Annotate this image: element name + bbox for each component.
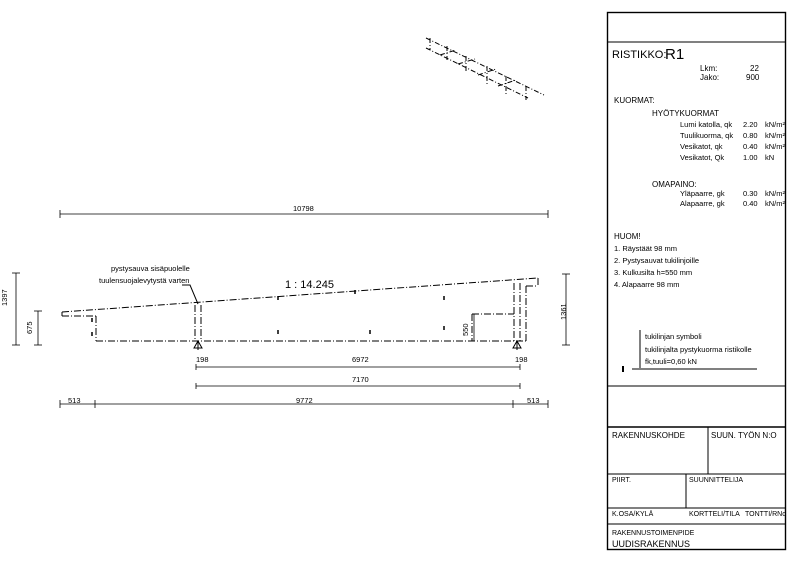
dim-support-left: 198 <box>196 355 209 364</box>
live-load-unit: kN/m² <box>765 142 785 151</box>
truss-name: R1 <box>665 46 685 63</box>
annotation-text: tuulensuojalevytystä varten <box>99 276 190 285</box>
loads-heading: KUORMAT: <box>614 96 655 105</box>
dim-support-right: 198 <box>515 355 528 364</box>
truss-name-label: RISTIKKO: <box>612 49 667 61</box>
note-item: 1. Räystäät 98 mm <box>614 244 677 253</box>
support-left <box>194 341 202 350</box>
dim-height-right: 1361 <box>559 303 568 320</box>
slope-label: 1 : 14.245 <box>285 279 334 291</box>
live-load-unit: kN/m² <box>765 131 785 140</box>
block-label: KORTTELI/TILA <box>689 511 740 518</box>
drawn-by-label: PIIRT. <box>612 477 631 484</box>
work-number-label: SUUN. TYÖN N:O <box>711 431 777 440</box>
live-load-label: Vesikatot, Qk <box>680 153 725 162</box>
measure-label: RAKENNUSTOIMENPIDE <box>612 530 695 537</box>
live-load-label: Tuulikuorma, qk <box>680 131 734 140</box>
dim-span-outer: 7170 <box>352 375 369 384</box>
dead-load-value: 0.30 <box>743 189 758 198</box>
dim-eave-left: 513 <box>68 396 81 405</box>
support-right <box>513 341 521 350</box>
dim-total-top: 10798 <box>293 204 314 213</box>
dim-span-inner: 6972 <box>352 355 369 364</box>
dead-load-unit: kN/m² <box>765 189 785 198</box>
dim-height-left-inner: 675 <box>25 321 34 334</box>
legend-line: fk,tuuli=0,60 kN <box>645 357 697 366</box>
truss-spacing: 900 <box>746 73 760 82</box>
legend-line: tukilinjalta pystykuorma ristikolle <box>645 345 752 354</box>
project-label: RAKENNUSKOHDE <box>612 431 685 440</box>
legend-line: tukilinjan symboli <box>645 332 702 341</box>
live-load-label: Vesikatot, qk <box>680 142 723 151</box>
live-load-unit: kN <box>765 153 775 162</box>
live-load-value: 0.80 <box>743 131 758 140</box>
dead-load-label: Alapaarre, gk <box>680 199 725 208</box>
dead-load-label: Yläpaarre, gk <box>680 189 725 198</box>
dim-height-left-outer: 1397 <box>0 289 9 306</box>
note-item: 4. Alapaarre 98 mm <box>614 280 680 289</box>
dead-load-value: 0.40 <box>743 199 758 208</box>
live-load-value: 0.40 <box>743 142 758 151</box>
live-loads-heading: HYÖTYKUORMAT <box>652 109 719 118</box>
live-load-value: 2.20 <box>743 120 758 129</box>
annotation-text: pystysauva sisäpuolelle <box>111 264 190 273</box>
roof-3d-sketch <box>426 38 544 100</box>
dim-walkway-height: 550 <box>461 323 470 336</box>
truss-count: 22 <box>750 64 759 73</box>
live-load-value: 1.00 <box>743 153 758 162</box>
dim-span-bottom: 9772 <box>296 396 313 405</box>
notes-heading: HUOM! <box>614 232 641 241</box>
note-item: 3. Kulkusilta h=550 mm <box>614 268 693 277</box>
plot-label: TONTTI/RNo <box>745 511 787 518</box>
annotation-leader <box>182 285 198 304</box>
live-load-unit: kN/m² <box>765 120 785 129</box>
note-item: 2. Pystysauvat tukilinjoille <box>614 256 700 265</box>
truss-count-label: Lkm: <box>700 64 718 73</box>
dead-loads-heading: OMAPAINO: <box>652 180 697 189</box>
measure-value: UUDISRAKENNUS <box>612 539 691 549</box>
live-load-label: Lumi katolla, qk <box>680 120 733 129</box>
truss-spacing-label: Jako: <box>700 73 720 82</box>
district-label: K.OSA/KYLÄ <box>612 511 654 518</box>
dimension-lines <box>12 210 570 408</box>
designer-label: SUUNNITTELIJA <box>689 477 744 484</box>
dead-load-unit: kN/m² <box>765 199 785 208</box>
dim-eave-right: 513 <box>527 396 540 405</box>
